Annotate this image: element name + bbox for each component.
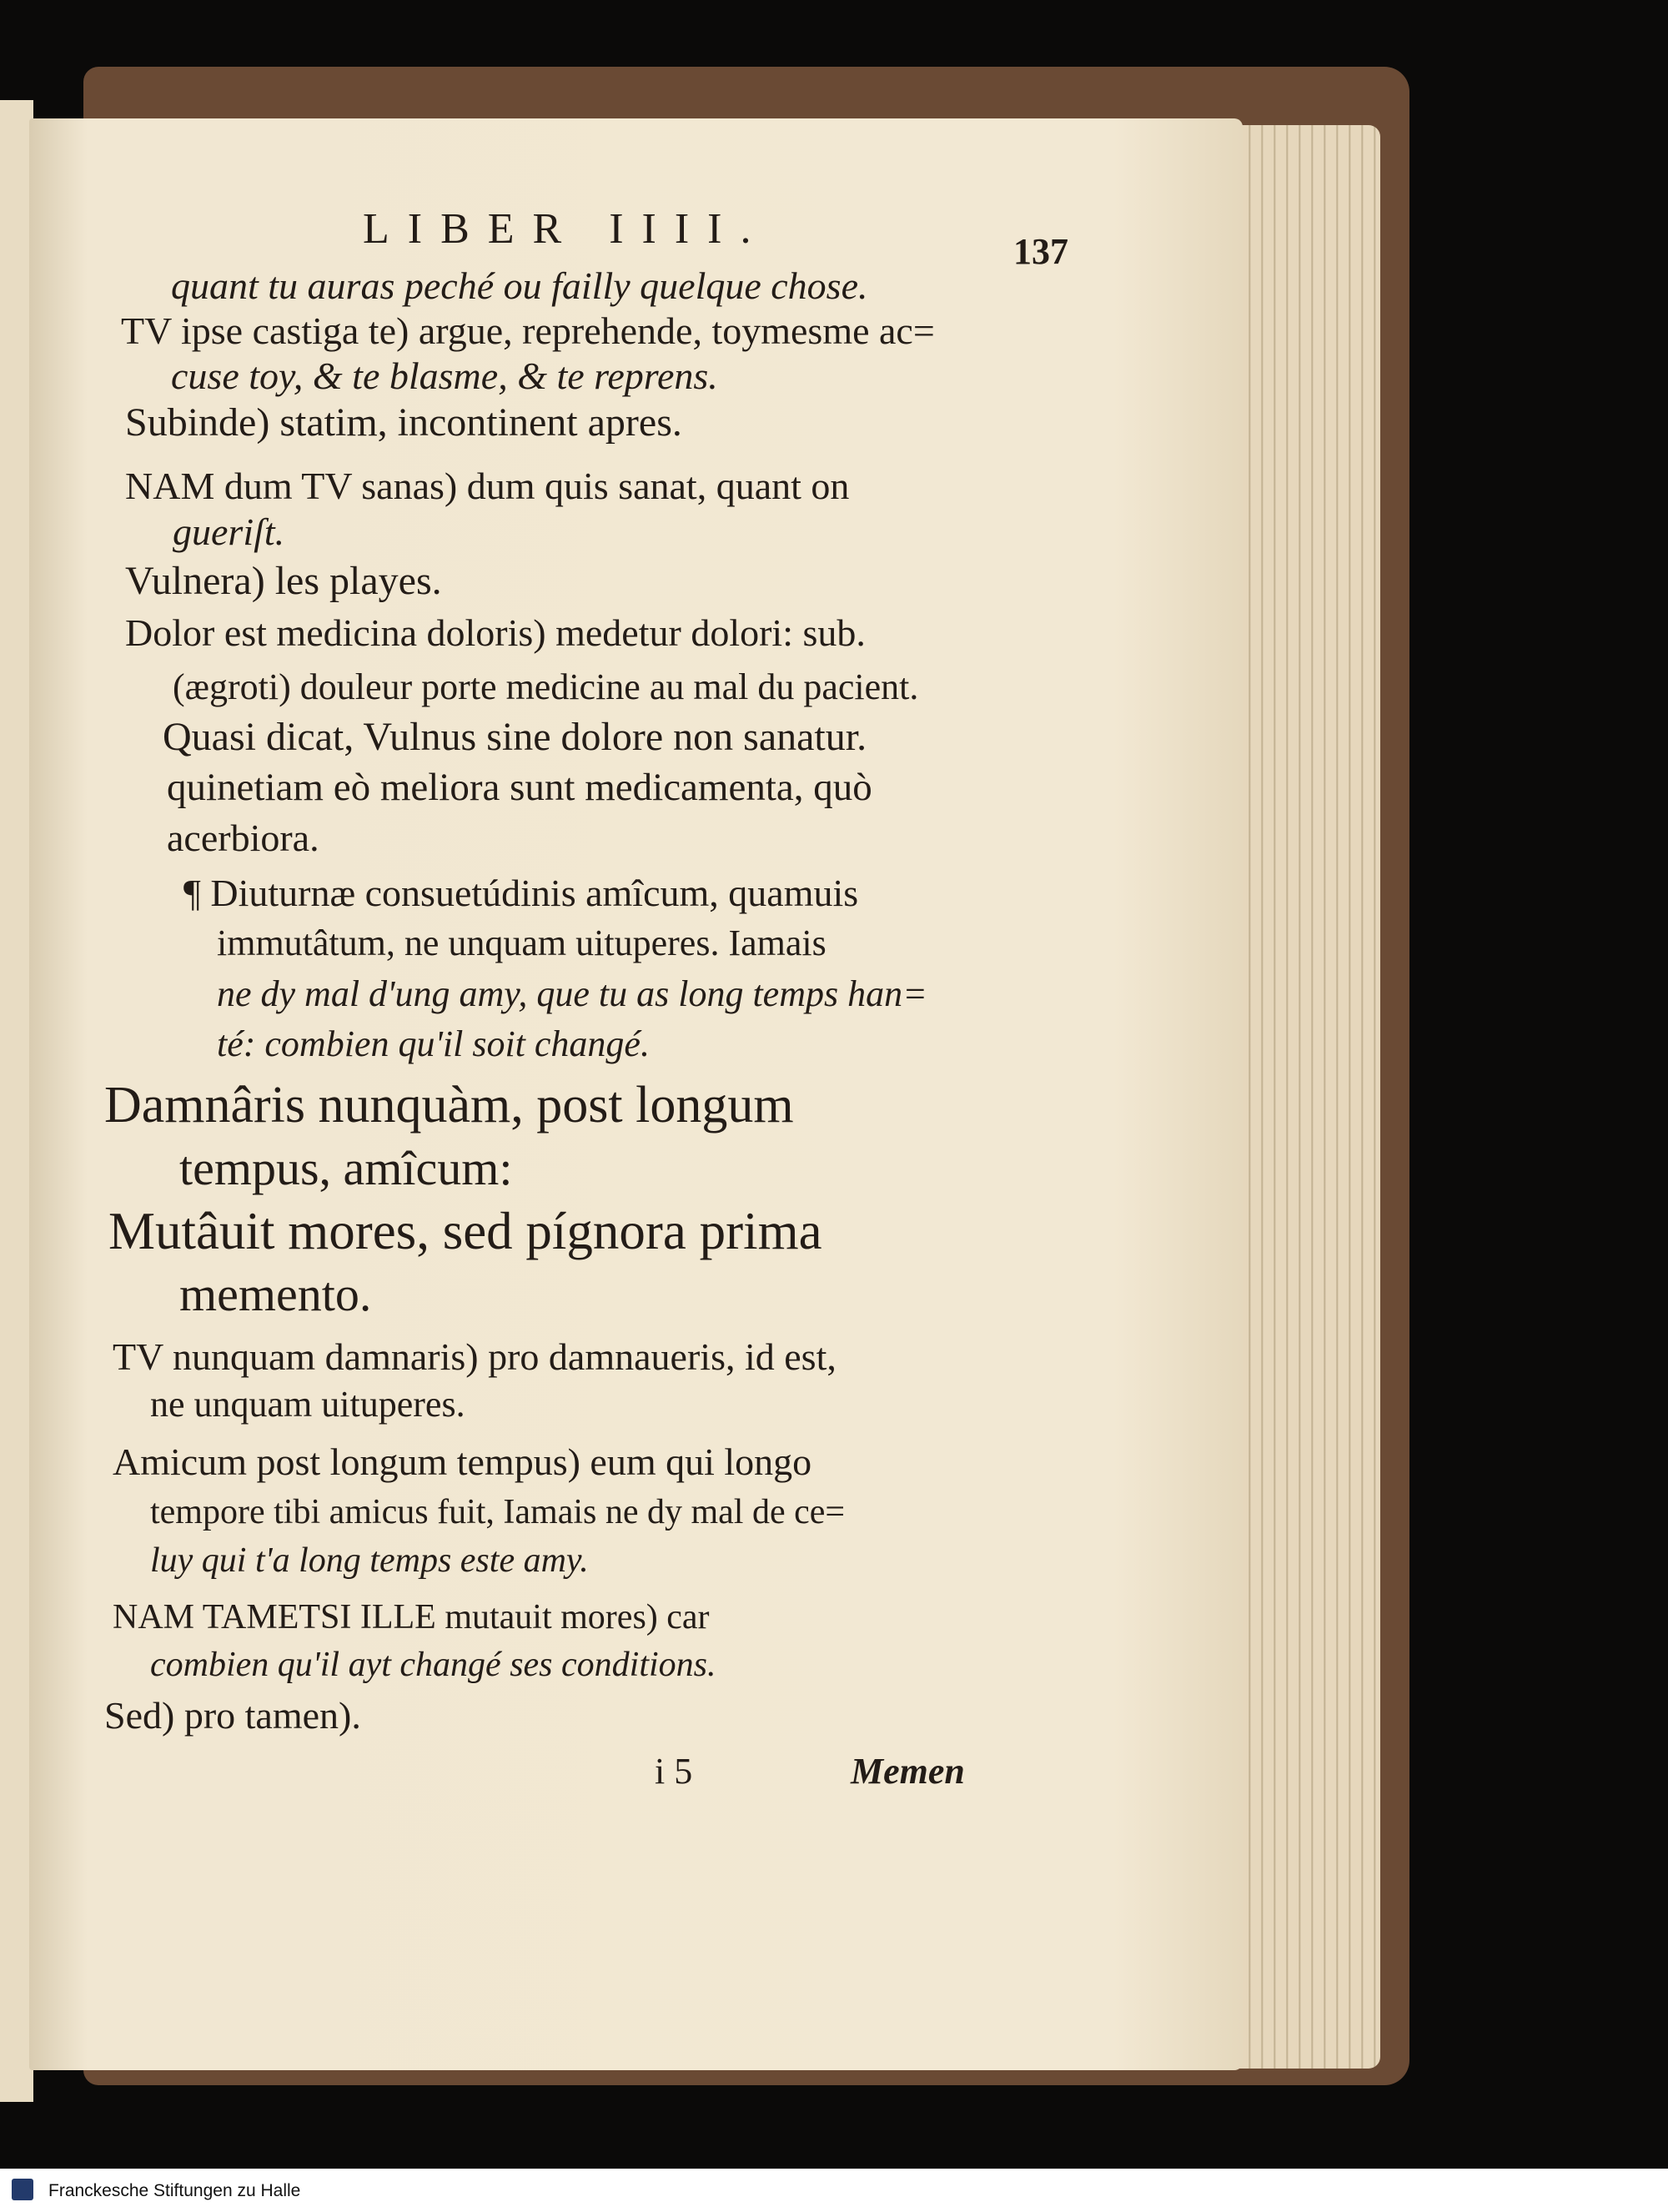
folio-number: 137 <box>1013 231 1068 272</box>
text-line-4: Subinde) statim, incontinent apres. <box>125 400 682 445</box>
text-line-16: té: combien qu'il soit changé. <box>217 1023 650 1064</box>
verse-line-4: memento. <box>179 1267 372 1321</box>
text-line-22: ne unquam uituperes. <box>150 1384 465 1425</box>
running-head: LIBER IIII. <box>363 205 770 253</box>
text-line-28: Sed) pro tamen). <box>104 1694 361 1737</box>
text-line-6: gueriſt. <box>173 510 285 553</box>
text-line-8: Dolor est medicina doloris) medetur dolori: sub. <box>125 611 866 654</box>
signature-mark: i 5 <box>655 1751 693 1792</box>
text-line-26: NAM TAMETSI ILLE mutauit mores) car <box>113 1598 710 1636</box>
verse-line-1: Damnâris nunquàm, post longum <box>104 1077 794 1134</box>
text-line-15: ne dy mal d'ung amy, que tu as long temps han= <box>217 973 927 1014</box>
page-edges <box>1226 125 1380 2069</box>
page-text <box>29 118 1243 2070</box>
foundation-logo-icon <box>12 2179 33 2200</box>
facing-page-edge <box>0 100 33 2102</box>
text-line-27: combien qu'il ayt changé ses conditions. <box>150 1646 716 1684</box>
text-line-2: TV ipse castiga te) argue, reprehende, toymesme ac= <box>121 309 935 352</box>
book-page <box>29 118 1243 2070</box>
text-line-5: NAM dum TV sanas) dum quis sanat, quant on <box>125 465 850 507</box>
catchword: Memen <box>851 1751 965 1792</box>
text-line-11: quinetiam eò meliora sunt medicamenta, quò <box>167 766 872 809</box>
text-line-21: TV nunquam damnaris) pro damnaueris, id est, <box>113 1335 837 1378</box>
text-line-13: ¶ Diuturnæ consuetúdinis amîcum, quamuis <box>183 872 859 914</box>
text-line-10: Quasi dicat, Vulnus sine dolore non sanatur. <box>163 715 867 759</box>
footer-credit: Franckesche Stiftungen zu Halle <box>48 2181 301 2200</box>
text-line-7: Vulnera) les playes. <box>125 559 442 603</box>
text-line-23: Amicum post longum tempus) eum qui longo <box>113 1440 812 1483</box>
verse-line-2: tempus, amîcum: <box>179 1141 513 1195</box>
text-line-9: (ægroti) douleur porte medicine au mal du pacient. <box>173 666 919 707</box>
text-line-1: quant tu auras peché ou failly quelque chose. <box>171 264 868 307</box>
text-line-14: immutâtum, ne unquam uituperes. Iamais <box>217 923 826 963</box>
verse-line-3: Mutâuit mores, sed pígnora prima <box>108 1202 822 1260</box>
footer-bar <box>0 2169 1668 2212</box>
text-line-24: tempore tibi amicus fuit, Iamais ne dy mal de ce= <box>150 1493 846 1531</box>
text-line-25: luy qui t'a long temps este amy. <box>150 1541 589 1580</box>
text-line-12: acerbiora. <box>167 817 319 859</box>
text-line-3: cuse toy, & te blasme, & te reprens. <box>171 354 718 397</box>
